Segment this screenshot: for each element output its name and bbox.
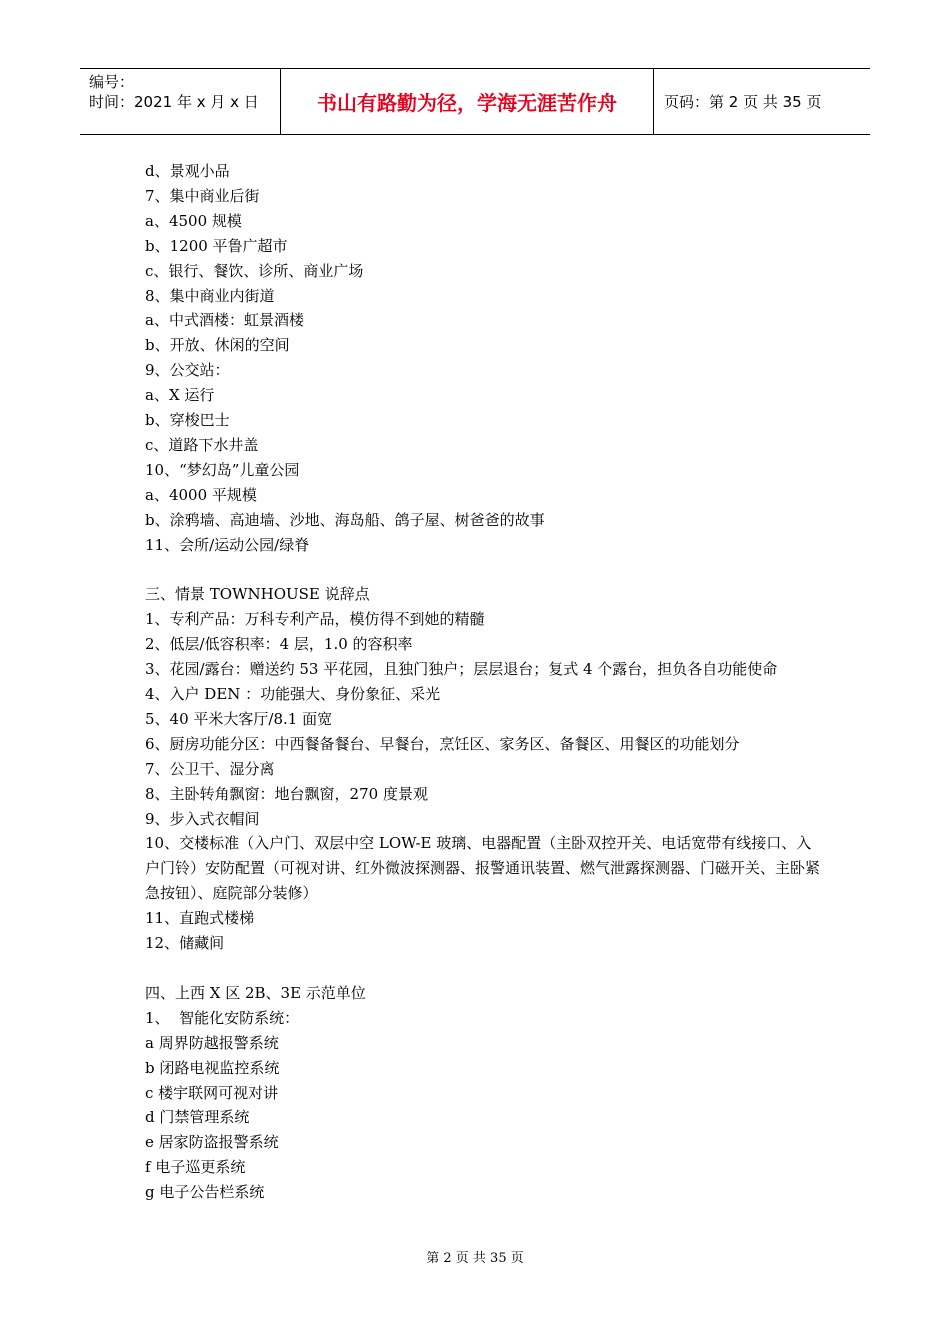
text-line: b、1200 平鲁广超市	[145, 236, 288, 255]
text-line: 7、集中商业后街	[145, 186, 260, 205]
text-line: 1、 智能化安防系统：	[145, 1008, 300, 1027]
text-line: b、穿梭巴士	[145, 411, 230, 430]
text-line: a 周界防越报警系统	[145, 1033, 279, 1052]
section-spacer	[145, 558, 820, 583]
text-line: b、开放、休闲的空间	[145, 336, 290, 355]
section-3	[145, 981, 820, 1205]
header-slogan: 书山有路勤为径，学海无涯苦作舟	[280, 69, 654, 134]
text-line: f 电子巡更系统	[145, 1158, 246, 1177]
text-line: b、涂鸦墙、高迪墙、沙地、海岛船、鸽子屋、树爸爸的故事	[145, 510, 545, 529]
text-line: 三、情景 TOWNHOUSE 说辞点	[145, 585, 370, 604]
text-line: e 居家防盗报警系统	[145, 1133, 279, 1152]
document-number-label: 编号：	[89, 73, 135, 91]
text-line: c、道路下水井盖	[145, 435, 259, 454]
page-footer: 第 2 页 共 35 页	[426, 1251, 524, 1266]
text-line: 3、花园/露台：赠送约 53 平花园，且独门独户；层层退台；复式 4 个露台，担负各自功能使命	[145, 660, 778, 679]
text-line: c、银行、餐饮、诊所、商业广场	[145, 261, 364, 280]
section-1	[145, 159, 820, 558]
text-line: d、景观小品	[145, 162, 230, 180]
text-line: 8、集中商业内街道	[145, 286, 275, 305]
text-line: 5、40 平米大客厅/8.1 面宽	[145, 709, 333, 728]
text-line: 9、公交站：	[145, 361, 230, 380]
text-line: 10、“梦幻岛”儿童公园	[145, 460, 300, 479]
text-line: d 门禁管理系统	[145, 1108, 250, 1127]
text-line: c 楼宇联网可视对讲	[145, 1083, 279, 1102]
page-header	[80, 68, 870, 135]
text-line: a、4000 平规模	[145, 485, 257, 504]
text-line: 1、专利产品：万科专利产品，模仿得不到她的精髓	[145, 610, 485, 629]
text-line: 8、主卧转角飘窗：地台飘窗，270 度景观	[145, 784, 428, 803]
text-line: a、X 运行	[145, 386, 215, 405]
section-spacer	[145, 956, 820, 981]
document-date: 时间：2021 年 x 月 x 日	[89, 93, 259, 111]
text-line: 9、步入式衣帽间	[145, 809, 260, 828]
header-page-info: 页码：第 2 页 共 35 页	[664, 93, 822, 111]
text-line: a、中式酒楼：虹景酒楼	[145, 311, 304, 330]
text-line: 12、储藏间	[145, 934, 225, 953]
text-line: 10、交楼标准（入户门、双层中空 LOW-E 玻璃、电器配置（主卧双控开关、电话宽带有线接口、入户门铃）安防配置（可视对讲、红外微波探测器、报警通讯装置、燃气泄露探测器、门磁开关、主卧紧急按钮）、庭院部分装修）	[145, 834, 821, 903]
section-2	[145, 582, 820, 956]
document-body	[145, 159, 820, 1205]
text-line: 4、入户 DEN ：功能强大、身份象征、采光	[145, 685, 441, 704]
text-line: 四、上西 X 区 2B、3E 示范单位	[145, 983, 366, 1002]
text-line: g 电子公告栏系统	[145, 1183, 265, 1202]
text-line: 11、直跑式楼梯	[145, 909, 255, 928]
text-line: b 闭路电视监控系统	[145, 1058, 280, 1077]
text-line: a、4500 规模	[145, 211, 242, 230]
text-line: 11、会所/运动公园/绿脊	[145, 535, 310, 554]
text-line: 6、厨房功能分区：中西餐备餐台、早餐台，烹饪区、家务区、备餐区、用餐区的功能划分	[145, 734, 740, 753]
text-line: 7、公卫干、湿分离	[145, 759, 275, 778]
header-meta	[80, 69, 280, 134]
text-line: 2、低层/低容积率：4 层，1.0 的容积率	[145, 635, 413, 654]
